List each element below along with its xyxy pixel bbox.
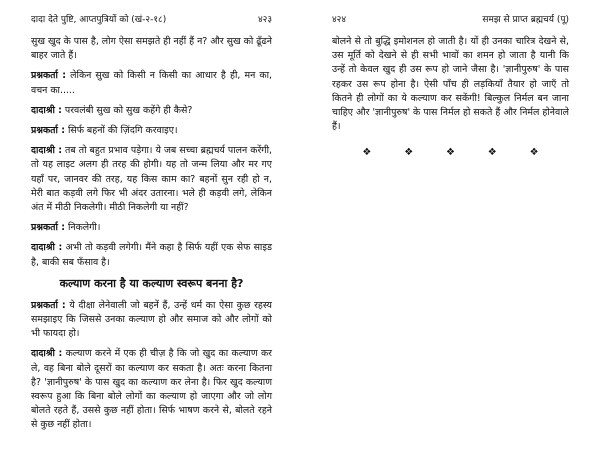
ornament-icon: ❖: [529, 147, 539, 159]
dialogue-block: [31, 241, 272, 269]
dialogue-text: तब तो बहुत प्रभाव पड़ेगा। ये जब सच्चा ब्रह्मचर्य पालन करेंगी, तो यह लाइट अलग ही तरह की होगी। यह तो जन्म लिया और मर गए यहाँ पर, जानवर की तरह, यह किस काम का? बहनों सुन रही हो न, मेरी बात कड़वी लगे फिर भी अंदर उतारना। भले ही कड़वी लगे, लेकिन अंत में मीठी निकलेगी। मीठी निकलेगी या नहीं?: [31, 145, 272, 214]
dialogue-block: [31, 104, 272, 118]
dialogue-text: ये दीक्षा लेनेवाली जो बहनें हैं, उन्हें धर्म का ऐसा कुछ रहस्य समझाइए कि जिससे उनका कल्याण हो और समाज को और लोगों को भी फायदा हो।: [31, 299, 272, 340]
running-title: समझ से प्राप्त ब्रह्मचर्य (पू): [482, 15, 569, 25]
speaker-label: दादाश्री :: [31, 145, 62, 157]
running-title: दादा देते पुष्टि, आप्तपुत्रियों को (खं-२-१८): [31, 15, 167, 25]
left-running-header: [31, 14, 272, 26]
speaker-label: प्रश्नकर्ता :: [31, 222, 65, 234]
section-heading: कल्याण करना है या कल्याण स्वरूप बनना है?: [59, 276, 244, 290]
dialogue-block: [31, 124, 272, 138]
right-page: [300, 0, 600, 460]
dialogue-text: लेकिन सुख को किसी न किसी का आधार है ही, मन का, वचन का.....: [31, 70, 272, 96]
dialogue-text: अभी तो कड़वी लगेगी। मैंने कहा है सिर्फ यहीं एक सेफ साइड है, बाकी सब फँसाव है।: [31, 242, 272, 268]
page-number: ४२३: [257, 15, 272, 25]
ornament-icon: ❖: [362, 147, 372, 159]
dialogue-text: परवलंबी सुख को सुख कहेंगे ही कैसे?: [64, 104, 193, 116]
page-number: ४२४: [332, 15, 347, 25]
dialogue-text: निकलेगी।: [67, 222, 101, 234]
ornament-icon: ❖: [404, 147, 414, 159]
speaker-label: दादाश्री :: [31, 104, 62, 116]
speaker-label: प्रश्नकर्ता :: [31, 299, 66, 311]
continuation-paragraph: सुख खुद के पास है, लोग ऐसा समझते ही नहीं हैं न? और सुख को ढूँढने बाहर जाते हैं।: [31, 36, 272, 62]
dialogue-block: [31, 69, 272, 97]
speaker-label: दादाश्री :: [31, 348, 63, 360]
dialogue-text: कल्याण करने में एक ही चीज़ है कि जो खुद का कल्याण कर ले, वह बिना बोले दूसरों का कल्याण कर सकता है। अतः करना कितना है? 'ज्ञानीपुरुष' के पास खुद का कल्याण कर लेना है। फिर खुद कल्याण स्वरूप हुआ कि बिना बोले लोगों का कल्याण हो जाएगा और जो लोग बोलते रहते हैं, उससे कुछ नहीं होता। सिर्फ भाषण करने से, बोलते रहने से कुछ नहीं होता।: [31, 348, 272, 431]
section-end-ornaments: [332, 140, 569, 160]
dialogue-block: [31, 299, 272, 342]
dialogue-block: [31, 347, 272, 432]
dialogue-block: [31, 221, 272, 235]
dialogue-block: [31, 144, 272, 215]
ornament-icon: ❖: [487, 147, 497, 159]
speaker-label: प्रश्नकर्ता :: [31, 70, 67, 82]
dialogue-text: सिर्फ बहनों की ज़िंदगि करवाइए।: [67, 125, 178, 137]
body-paragraph: बोलने से तो बुद्धि इमोशनल हो जाती है। यों ही उनका चारित्र देखने से, उस मूर्ति को देखने से ही सभी भावों का शमन हो जाता है यानी कि उन्हें तो केवल खुद ही उस रूप हो जाने जैसा है। 'ज्ञानीपुरुष' के पास रहकर उस रूप होना है। ऐसी पाँच ही लड़कियाँ तैयार हो जाएँ तो कितने ही लोगों का ये कल्याण कर सकेंगी! बिल्कुल निर्मल बन जाना चाहिए और 'ज्ञानीपुरुष' के पास निर्मल हो सकते हैं और निर्मल होनेवाले हैं।: [332, 36, 569, 133]
ornament-icon: ❖: [446, 147, 455, 159]
right-running-header: [332, 14, 569, 26]
speaker-label: प्रश्नकर्ता :: [31, 125, 65, 137]
speaker-label: दादाश्री :: [31, 242, 63, 254]
